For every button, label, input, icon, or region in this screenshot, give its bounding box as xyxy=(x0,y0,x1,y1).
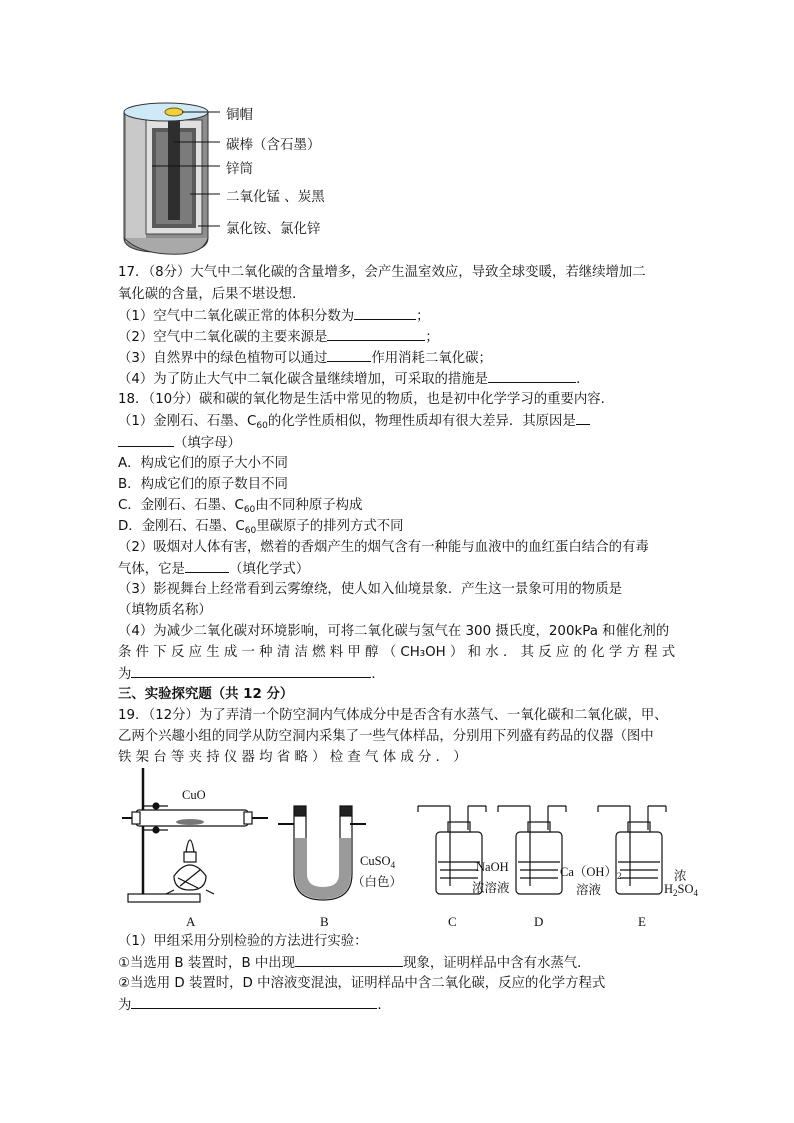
q18-part4-line2: 条 件 下 反 应 生 成 一 种 清 洁 燃 料 甲 醇 （ CH₃OH ） 和 水 ． 其 反 应 的 化 学 方 程 式 xyxy=(118,645,676,660)
q18-p1-blank-b[interactable] xyxy=(118,434,174,447)
q18-p1-sub: 60 xyxy=(256,421,268,431)
q18-optc-text: C．金刚石、石墨、C xyxy=(118,498,244,513)
e-sub2: 4 xyxy=(693,888,699,898)
q18-p4-end: ． xyxy=(371,667,385,682)
apparatus-caption-b: B xyxy=(320,914,329,929)
q17-p1-blank[interactable] xyxy=(354,307,416,320)
q19-b-blank[interactable] xyxy=(295,954,403,967)
apparatus-d-reagent-2: 溶液 xyxy=(576,883,602,897)
q18-part2-line1: （2）吸烟对人体有害，燃着的香烟产生的烟气含有一种能与血液中的血红蛋白结合的有毒 xyxy=(118,540,649,555)
q18-part1 xyxy=(118,412,590,435)
q19-b-end: 现象，证明样品中含有水蒸气． xyxy=(403,956,591,971)
apparatus-diagram xyxy=(118,766,718,916)
q17-stem-line2: 氧化碳的含量，后果不堪设想． xyxy=(118,287,306,302)
q17-p1-text: （1）空气中二氧化碳正常的体积分数为 xyxy=(118,309,355,324)
q19-d-text: 为 xyxy=(118,998,132,1013)
q17-p3-blank[interactable] xyxy=(327,349,371,362)
label-copper-cap: 铜帽 xyxy=(226,107,253,123)
q18-p2-text: 气体，它是 xyxy=(118,562,185,577)
q18-part3-line2: （填物质名称） xyxy=(118,603,212,618)
q18-optc-text2: 由不同种原子构成 xyxy=(255,498,363,513)
q18-p4-blank[interactable] xyxy=(131,665,371,678)
q17-p4-end: ． xyxy=(576,372,590,387)
q18-optd-text: D．金刚石、石墨、C xyxy=(118,519,245,534)
label-nh4cl: 氯化铵、氯化锌 xyxy=(226,221,321,237)
q19-b-text: ①当选用 B 装置时，B 中出现 xyxy=(118,956,296,971)
q19-d-blank[interactable] xyxy=(131,996,377,1009)
q18-part3-line1: （3）影视舞台上经常看到云雾缭绕，使人如入仙境景象．产生这一景象可用的物质是 xyxy=(118,582,622,597)
b-chem: CuSO xyxy=(360,854,391,868)
e-chem-h: H xyxy=(664,882,674,896)
q19-part1-d-cont xyxy=(118,996,391,1015)
q19-part1-intro: （1）甲组采用分别检验的方法进行实验： xyxy=(118,934,368,949)
q19-d-end: ． xyxy=(377,998,391,1013)
apparatus-b-note: （白色） xyxy=(352,875,403,889)
q18-optd-sub: 60 xyxy=(244,526,257,536)
label-carbon-rod: 碳棒（含石墨） xyxy=(226,137,321,153)
label-mno2: 二氧化锰 、炭黑 xyxy=(226,189,325,205)
q18-option-d[interactable] xyxy=(118,518,404,540)
q18-part4-line1: （4）为减少二氧化碳对环境影响，可将二氧化碳与氢气在 300 摄氏度，200kPa 和催化剂的 xyxy=(118,624,670,639)
apparatus-caption-a: A xyxy=(186,914,196,929)
q17-p3-text: （3）自然界中的绿色植物可以通过 xyxy=(118,351,328,366)
q18-part1-cont xyxy=(118,434,241,453)
e-chem-so: SO xyxy=(677,882,694,896)
apparatus-caption-c: C xyxy=(448,914,457,929)
q17-part2 xyxy=(118,328,439,347)
q18-part4-line3 xyxy=(118,665,385,684)
q17-p2-text: （2）空气中二氧化碳的主要来源是 xyxy=(118,330,328,345)
b-sub: 4 xyxy=(390,860,396,870)
q18-p2-blank[interactable] xyxy=(185,560,229,573)
e-sub1: 2 xyxy=(673,888,678,898)
q17-p1-end: ； xyxy=(416,309,430,324)
q18-p1-text: （1）金刚石、石墨、C xyxy=(118,414,257,429)
q17-p3-end: 作用消耗二氧化碳； xyxy=(371,351,492,366)
q18-optd-text2: 里碳原子的排列方式不同 xyxy=(256,519,404,534)
apparatus-caption-d: D xyxy=(534,914,544,929)
q18-option-b[interactable]: B．构成它们的原子数目不同 xyxy=(118,477,288,492)
q19-part1-b xyxy=(118,954,591,973)
q18-p1-text2: 的化学性质相似，物理性质却有很大差异．其原因是 xyxy=(267,414,576,429)
q19-part1-d: ②当选用 D 装置时，D 中溶液变混浊，证明样品中含二氧化碳，反应的化学方程式 xyxy=(118,976,606,991)
q18-option-a[interactable]: A．构成它们的原子大小不同 xyxy=(118,456,288,471)
apparatus-c-reagent-1: NaOH xyxy=(476,860,509,874)
q18-stem: 18．（10分）碳和碳的氧化物是生活中常见的物质，也是初中化学学习的重要内容． xyxy=(118,392,615,407)
apparatus-c-reagent-2: 浓溶液 xyxy=(472,881,510,895)
q17-part3 xyxy=(118,349,492,368)
q19-stem-line3: 铁 架 台 等 夹 持 仪 器 均 省 略 ） 检 查 气 体 成 分 ． ） xyxy=(118,750,467,765)
q18-p1-hint: （填字母） xyxy=(174,436,241,451)
d-sub: 2 xyxy=(616,871,622,881)
apparatus-e-reagent-1: 浓 xyxy=(674,869,687,883)
apparatus-caption-e: E xyxy=(638,914,646,929)
q18-optc-sub: 60 xyxy=(243,505,256,515)
label-zinc-can: 锌筒 xyxy=(226,161,253,177)
q19-stem-line1: 19．（12分）为了弄清一个防空洞内气体成分中是否含有水蒸气、一氧化碳和二氧化碳，甲、 xyxy=(118,708,668,723)
q18-p2-hint: （填化学式） xyxy=(228,562,310,577)
q18-part2-line2 xyxy=(118,560,309,579)
apparatus-b-reagent xyxy=(360,854,395,870)
q18-p4-text: 为 xyxy=(118,667,132,682)
q17-p2-blank[interactable] xyxy=(327,328,425,341)
section-three-heading: 三、实验探究题（共 12 分） xyxy=(118,687,294,702)
q17-p4-text: （4）为了防止大气中二氧化碳含量继续增加，可采取的措施是 xyxy=(118,372,489,387)
q17-p4-blank[interactable] xyxy=(488,370,576,383)
d-chem: Ca（OH） xyxy=(560,865,617,879)
q19-stem-line2: 乙两个兴趣小组的同学从防空洞内采集了一些气体样品，分别用下列盛有药品的仪器（图中 xyxy=(118,729,654,744)
q17-stem-line1: 17．（8分）大气中二氧化碳的含量增多，会产生温室效应，导致全球变暖，若继续增加二 xyxy=(118,265,646,280)
apparatus-a-reagent: CuO xyxy=(182,788,206,802)
q18-p1-blank-a[interactable] xyxy=(576,412,590,425)
q17-part1 xyxy=(118,307,430,326)
q18-option-c[interactable] xyxy=(118,497,362,519)
apparatus-d-reagent-1 xyxy=(560,862,621,881)
q17-part4 xyxy=(118,370,589,389)
q17-p2-end: ； xyxy=(425,330,439,345)
apparatus-e-reagent-2 xyxy=(664,882,698,898)
